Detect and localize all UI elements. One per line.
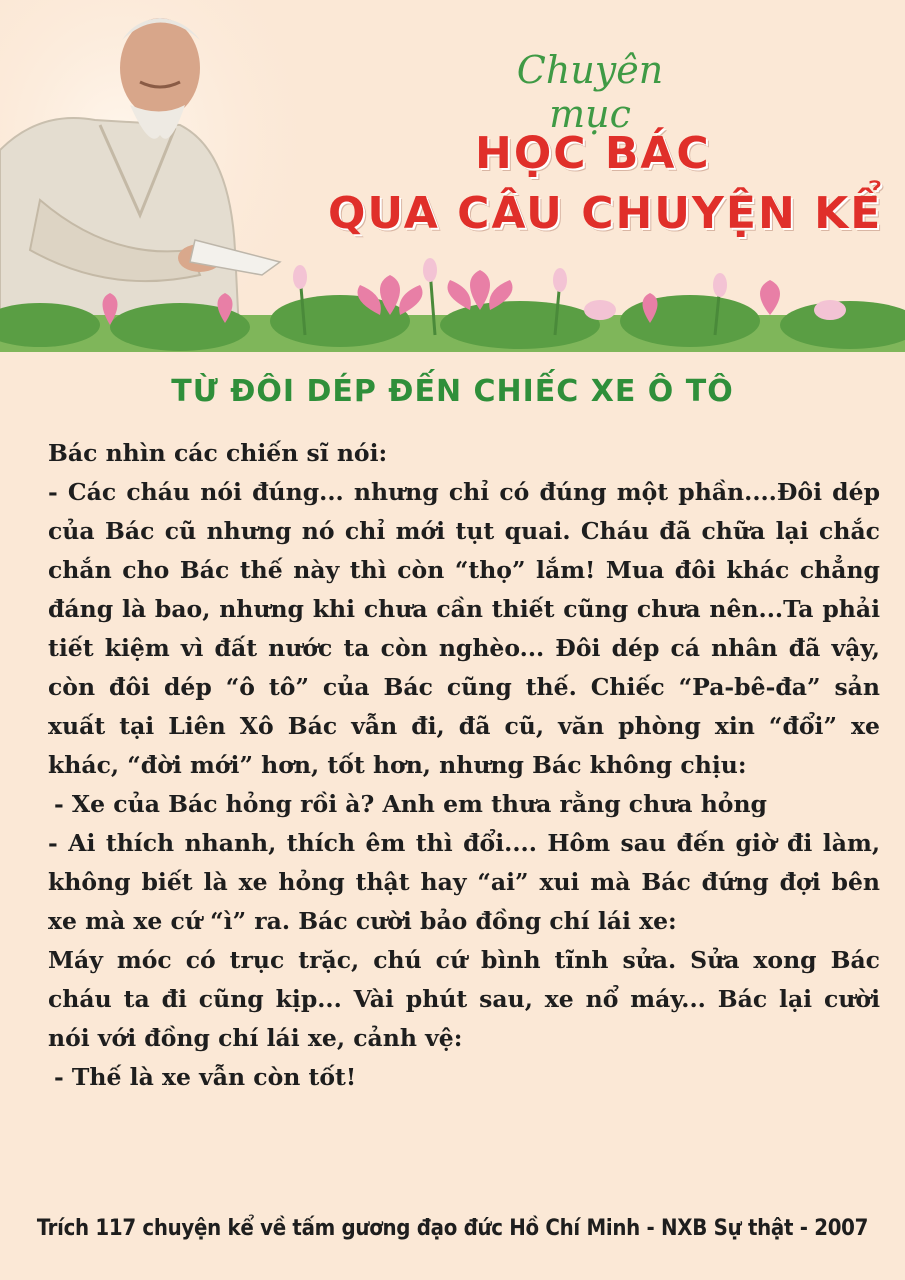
story-title: TỪ ĐÔI DÉP ĐẾN CHIẾC XE Ô TÔ — [171, 374, 734, 409]
story-paragraph: - Thế là xe vẫn còn tốt! — [54, 1063, 357, 1091]
section-kicker: Chuyên mục — [516, 48, 664, 136]
story-paragraph: - Các cháu nói đúng... nhưng chỉ có đúng một phần....Đôi dép của Bác cũ nhưng nó chỉ mới tụt quai. Cháu đã chữa lại chắc chắn cho Bác thế này thì còn “thọ” lắm! Mua đôi khác chẳng đáng là bao, nhưng khi chưa cần thiết cũng chưa nên...Ta phải tiết kiệm vì đất nước ta còn nghèo... Đôi dép cá nhân đã vậy, còn đôi dép “ô tô” của Bác cũng thế. Chiếc “Pa-bê-đa” sản xuất tại Liên Xô Bác vẫn đi, đã cũ, văn phòng xin “đổi” xe khác, “đời mới” hơn, tốt hơn, nhưng Bác không chịu: — [48, 478, 880, 779]
banner-title-line-1: HỌC BÁC — [475, 128, 711, 179]
lotus-border — [0, 255, 905, 352]
story-paragraph: - Xe của Bác hỏng rồi à? Anh em thưa rằng chưa hỏng — [54, 790, 767, 818]
story-body — [48, 434, 880, 1097]
story-paragraph: Máy móc có trục trặc, chú cứ bình tĩnh sửa. Sửa xong Bác cháu ta đi cũng kịp... Vài phút sau, xe nổ máy... Bác lại cười nói với đồng chí lái xe, cảnh vệ: — [48, 946, 880, 1052]
banner-title-line-2: QUA CÂU CHUYỆN KỂ — [328, 188, 883, 239]
story-paragraph: - Ai thích nhanh, thích êm thì đổi.... Hôm sau đến giờ đi làm, không biết là xe hỏng thật hay “ai” xui mà Bác đứng đợi bên xe mà xe cứ “ì” ra. Bác cười bảo đồng chí lái xe: — [48, 829, 880, 935]
source-citation: Trích 117 chuyện kể về tấm gương đạo đức Hồ Chí Minh - NXB Sự thật - 2007 — [36, 1216, 869, 1241]
header-banner — [0, 0, 905, 352]
story-paragraph: Bác nhìn các chiến sĩ nói: — [48, 439, 388, 467]
